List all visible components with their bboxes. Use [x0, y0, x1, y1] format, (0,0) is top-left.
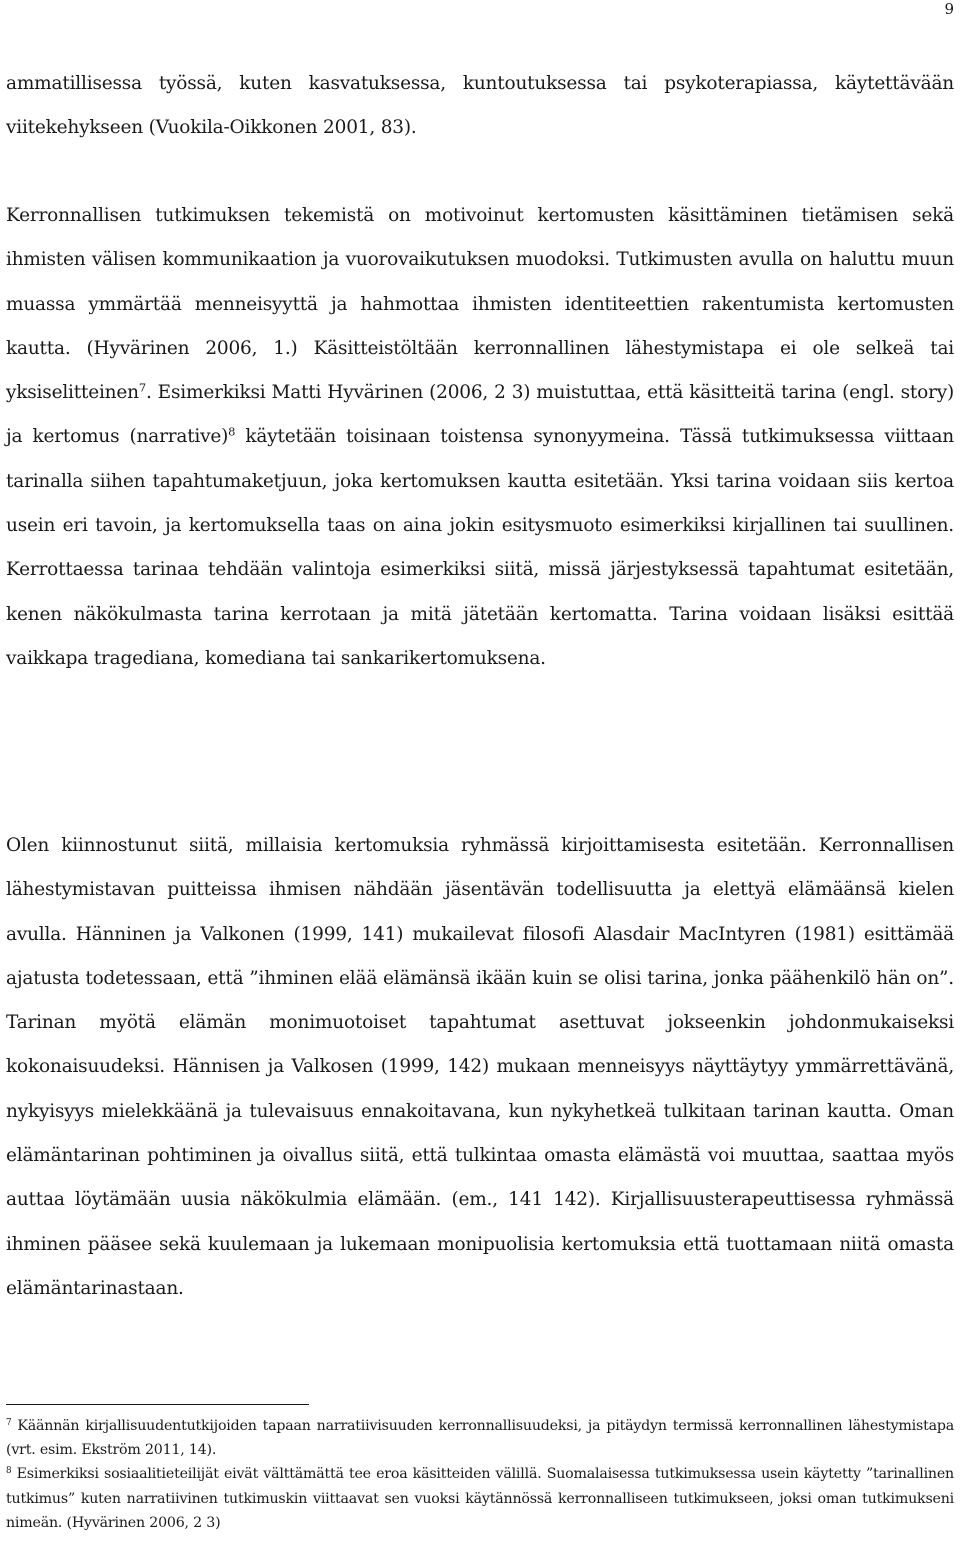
footnote-8	[6, 1462, 954, 1535]
footnote-number: 7	[6, 1418, 12, 1429]
footnote-text: Esimerkiksi sosiaalitieteilijät eivät välttämättä tee eroa käsitteiden välillä. Suomalaisessa tutkimuksessa usein käytetty ”tarinallinen tutkimus” kuten narratiivinen tutkimuskin viittaavat sen vuoksi käytännössä kerronnalliseen tutkimukseen, joksi oman tutkimukseni nimeän. (Hyvärinen 2006, 2 3)	[6, 1466, 954, 1531]
paragraph-3: Olen kiinnostunut siitä, millaisia kertomuksia ryhmässä kirjoittamisesta esitetään. Kerronnallisen lähestymistavan puitteissa ihmisen nähdään jäsentävän todellisuutta ja elettyä elämäänsä kielen avulla. Hänninen ja Valkonen (1999, 141) mukailevat filosofi Alasdair MacIntyren (1981) esittämää ajatusta todetessaan, että ”ihminen elää elämänsä ikään kuin se olisi tarina, jonka päähenkilö hän on”. Tarinan myötä elämän monimuotoiset tapahtumat asettuvat jokseenkin johdonmukaiseksi kokonaisuudeksi. Hännisen ja Valkosen (1999, 142) mukaan menneisyys näyttäytyy ymmärrettävänä, nykyisyys mielekkäänä ja tulevaisuus ennakoitavana, kun nykyhetkeä tulkitaan tarinan kautta. Oman elämäntarinan pohtiminen ja oivallus siitä, että tulkintaa omasta elämästä voi muuttaa, saattaa myös auttaa löytämään uusia näkökulmia elämään. (em., 141 142). Kirjallisuusterapeuttisessa ryhmässä ihminen pääsee sekä kuulemaan ja lukemaan monipuolisia kertomuksia että tuottamaan niitä omasta elämäntarinastaan.	[6, 835, 954, 1299]
paragraph-2-text-c: käytetään toisinaan toistensa synonyymeina. Tässä tutkimuksessa viittaan tarinalla siihen tapahtumaketjuun, joka kertomuksen kautta esitetään. Yksi tarina voidaan siis kertoa usein eri tavoin, ja kertomuksella taas on aina jokin esitysmuoto esimerkiksi kirjallinen tai suullinen. Kerrottaessa tarinaa tehdään valintoja esimerkiksi siitä, missä järjestyksessä tapahtumat esitetään, kenen näkökulmasta tarina kerrotaan ja mitä jätetään kertomatta. Tarina voidaan lisäksi esittää vaikkapa tragediana, komediana tai sankarikertomuksena.	[6, 426, 954, 669]
paragraph-2-text-a: Kerronnallisen tutkimuksen tekemistä on motivoinut kertomusten käsittäminen tietämisen sekä ihmisten välisen kommunikaation ja vuorovaikutuksen muodoksi. Tutkimusten avulla on haluttu muun muassa ymmärtää menneisyyttä ja hahmottaa ihmisten identiteettien rakentumista kertomusten kautta. (Hyvärinen 2006, 1.) Käsitteistöltään kerronnallinen lähestymistapa ei ole selkeä tai yksiselitteinen	[6, 205, 954, 404]
footnote-separator	[6, 1404, 309, 1405]
footnotes	[6, 1414, 954, 1535]
paragraph-1: ammatillisessa työssä, kuten kasvatuksessa, kuntoutuksessa tai psykoterapiassa, käytettävään viitekehykseen (Vuokila-Oikkonen 2001, 83).	[6, 73, 954, 139]
footnote-text: Käännän kirjallisuudentutkijoiden tapaan narratiivisuuden kerronnallisuudeksi, ja pitäydyn termissä kerronnallinen lähestymistapa (vrt. esim. Ekström 2011, 14).	[6, 1418, 954, 1459]
footnote-ref-7[interactable]: 7	[138, 380, 146, 395]
paragraph-2	[6, 194, 954, 681]
footnote-7	[6, 1414, 954, 1462]
footnote-number: 8	[6, 1466, 12, 1477]
page-number: 9	[944, 0, 954, 18]
footnote-ref-8[interactable]: 8	[228, 425, 236, 440]
paragraph-2-text-b: . Esimerkiksi Matti Hyvärinen (2006, 2 3) muistuttaa, että käsitteitä tarina (engl. story) ja kertomus (narrative)	[6, 382, 954, 448]
